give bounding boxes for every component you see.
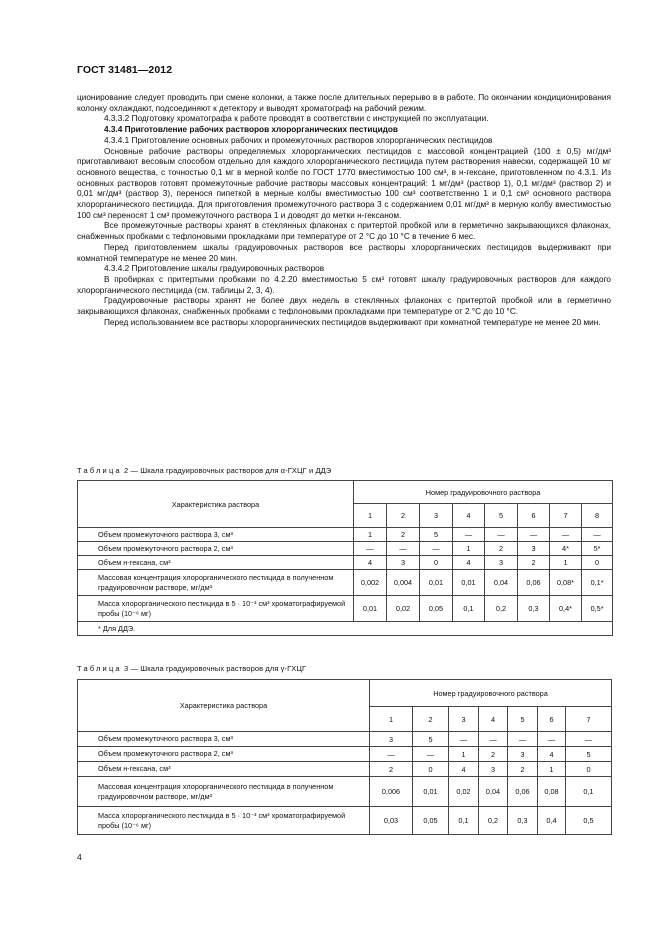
table-cell: 1	[550, 556, 582, 570]
column-number: 6	[518, 504, 550, 528]
table-cell: 0	[413, 762, 449, 777]
row-label: Объем промежуточного раствора 3, см³	[78, 528, 354, 542]
table-cell: 3	[518, 542, 550, 556]
table-cell: 5	[566, 747, 612, 762]
paragraph: Все промежуточные растворы хранят в стеклянных флаконах с притертой пробкой или в герметично закрывающихся флаконах, снабженных пробками с тефлоновыми прокладками при температуре от 2 °С до 10 °С в течение 6 мес.	[77, 221, 611, 242]
table-cell: 2	[518, 556, 550, 570]
column-number: 7	[566, 707, 612, 732]
table-cell: 0,01	[413, 777, 449, 807]
row-label: Масса хлорорганического пестицида в 5 · 10⁻³ см³ хроматографируемой пробы (10⁻⁶ мг)	[78, 807, 370, 835]
table-row	[78, 556, 613, 570]
table-cell: —	[479, 732, 508, 747]
table-caption-word: Таблица	[77, 466, 122, 475]
table-cell: 0,05	[420, 596, 453, 622]
section-heading: 4.3.4 Приготовление рабочих растворов хлорорганических пестицидов	[104, 125, 398, 135]
table-cell: —	[508, 732, 538, 747]
table-cell: —	[518, 528, 550, 542]
table-cell: 0,01	[453, 570, 485, 596]
row-label: Объем промежуточного раствора 3, см³	[78, 732, 370, 747]
table-cell: 1	[354, 528, 387, 542]
table-cell: —	[582, 528, 613, 542]
table-header-row	[78, 680, 612, 707]
table-row	[78, 542, 613, 556]
table-cell: 0,2	[485, 596, 518, 622]
table-cell: 5	[413, 732, 449, 747]
table-cell: 0,01	[354, 596, 387, 622]
table-row	[78, 807, 612, 835]
table-cell: 3	[479, 762, 508, 777]
table-cell: 0,002	[354, 570, 387, 596]
table-cell: —	[413, 747, 449, 762]
table-cell: 2	[387, 528, 420, 542]
table-3	[77, 679, 612, 835]
table-cell: 1	[453, 542, 485, 556]
table-cell: —	[566, 732, 612, 747]
table-caption-word: Таблица	[77, 664, 122, 673]
table-footnote: * Для ДДЭ.	[78, 622, 613, 636]
row-label: Объем промежуточного раствора 2, см³	[78, 542, 354, 556]
table-cell: 2	[479, 747, 508, 762]
document-header: ГОСТ 31481—2012	[77, 64, 173, 76]
row-label: Объем н-гексана, см³	[78, 556, 354, 570]
table-cell: 0,02	[387, 596, 420, 622]
column-number: 1	[354, 504, 387, 528]
table-cell: —	[485, 528, 518, 542]
table-cell: 0,3	[518, 596, 550, 622]
column-number: 2	[413, 707, 449, 732]
column-number: 2	[387, 504, 420, 528]
table-cell: —	[387, 542, 420, 556]
table-cell: 2	[485, 542, 518, 556]
table-cell: 0,1	[449, 807, 479, 835]
table-cell: 2	[370, 762, 413, 777]
table-cell: 0,5	[566, 807, 612, 835]
table-cell: 2	[508, 762, 538, 777]
table-cell: 4	[453, 556, 485, 570]
table-cell: 0,1*	[582, 570, 613, 596]
table-footnote-row	[78, 622, 613, 636]
table-cell: 0,06	[508, 777, 538, 807]
paragraph: Перед использованием все растворы хлорорганических пестицидов выдерживают при комнатной температуре не менее 20 мин.	[104, 317, 601, 327]
table-cell: —	[538, 732, 566, 747]
table-cell: —	[354, 542, 387, 556]
table-cell: 0,03	[370, 807, 413, 835]
table-cell: 0,02	[449, 777, 479, 807]
table-cell: 3	[387, 556, 420, 570]
table-cell: 3	[370, 732, 413, 747]
table-cell: 0,08	[538, 777, 566, 807]
table-cell: 0,04	[479, 777, 508, 807]
document-body	[77, 93, 611, 328]
table-header-row	[78, 481, 613, 504]
table-cell: 0,4	[538, 807, 566, 835]
table-row	[78, 596, 613, 622]
column-number: 1	[370, 707, 413, 732]
column-header-solution-number: Номер градуировочного раствора	[370, 680, 612, 707]
table-cell: 0,06	[518, 570, 550, 596]
table-cell: 3	[508, 747, 538, 762]
table-row	[78, 570, 613, 596]
table-row	[78, 762, 612, 777]
column-header-characteristic: Характеристика раствора	[78, 481, 354, 528]
paragraph: Градуировочные растворы хранят не более двух недель в стеклянных флаконах с притертой пробкой или в герметично закрывающихся флаконах, снабженных пробками с тефлоновыми прокладками при температуре от 2 °С до 10 °С.	[77, 296, 611, 317]
table-cell: 0,08*	[550, 570, 582, 596]
table-cell: 0	[566, 762, 612, 777]
table-cell: 4	[538, 747, 566, 762]
table-row	[78, 777, 612, 807]
table-cell: 4	[354, 556, 387, 570]
table-cell: 0,04	[485, 570, 518, 596]
paragraph: В пробирках с притертыми пробками по 4.2.20 вместимостью 5 см³ готовят шкалу градуировочных растворов для каждого хлорорганического пестицида (см. таблицы 2, 3, 4).	[77, 274, 611, 295]
table-cell: 1	[449, 747, 479, 762]
column-number: 4	[479, 707, 508, 732]
table-cell: —	[370, 747, 413, 762]
table-cell: 0,01	[420, 570, 453, 596]
row-label: Массовая концентрация хлорорганического пестицида в полученном градуировочном растворе, мг/дм³	[78, 570, 354, 596]
row-label: Массовая концентрация хлорорганического пестицида в полученном градуировочном растворе, мг/дм³	[78, 777, 370, 807]
table-caption-text: 3 — Шкала градуировочных растворов для γ-ГХЦГ	[124, 664, 307, 673]
column-header-characteristic: Характеристика раствора	[78, 680, 370, 732]
column-number: 8	[582, 504, 613, 528]
table-cell: 0	[420, 556, 453, 570]
table-cell: 0,3	[508, 807, 538, 835]
paragraph: ционирование следует проводить при смене колонки, а также после длительных перерыво в в работе. По окончании кондиционирования колонку охлаждают, подсоединяют к детектору и выводят хроматограф на рабочий режим.	[77, 93, 611, 113]
column-number: 3	[449, 707, 479, 732]
table-cell: 0,1	[453, 596, 485, 622]
column-header-solution-number: Номер градуировочного раствора	[354, 481, 613, 504]
table-cell: 3	[485, 556, 518, 570]
table-cell: 5	[420, 528, 453, 542]
column-number: 5	[485, 504, 518, 528]
table-row	[78, 732, 612, 747]
table-cell: 0,05	[413, 807, 449, 835]
table-cell: 0,5*	[582, 596, 613, 622]
row-label: Объем промежуточного раствора 2, см³	[78, 747, 370, 762]
table-row	[78, 528, 613, 542]
paragraph: Основные рабочие растворы определяемых хлорорганических пестицидов с массовой концентрацией (100 ± 0,5) мг/дм³ приготавливают весовым способом отдельно для каждого хлорорганического пестицида путем растворения навески, содержащей 10 мг основного вещества, с точностью 0,1 мг в мерной колбе по ГОСТ 1770 вместимостью 100 см³, в н-гексане, приготовленном по 4.3.1. Из основных растворов готовят промежуточные рабочие растворы массовых концентраций: 1 мг/дм³ (раствор 1), 0,1 мг/дм³ (раствор 2) и 0,01 мг/дм³ (раствор 3), перенося пипеткой в мерные колбы вместимостью 100 см³ соответственно 1 и 0,1 см³ основного раствора хлорорганического пестицида. Для приготовления промежуточного раствора 3 с содержанием 0,01 мг/дм³ в мерную колбу вместимостью 100 см³ переносят 1 см³ промежуточного раствора 1 и доводят до метки н-гексаном.	[77, 146, 611, 220]
table-cell: 0,2	[479, 807, 508, 835]
table-2	[77, 480, 613, 636]
table-cell: —	[453, 528, 485, 542]
column-number: 5	[508, 707, 538, 732]
subsection-heading: 4.3.4.1 Приготовление основных рабочих и промежуточных растворов хлорорганических пестицидов	[104, 135, 493, 145]
table-cell: 0	[582, 556, 613, 570]
column-number: 4	[453, 504, 485, 528]
table-cell: 4*	[550, 542, 582, 556]
page-number: 4	[77, 852, 82, 862]
row-label: Масса хлорорганического пестицида в 5 · 10⁻³ см³ хроматографируемой пробы (10⁻⁶ мг)	[78, 596, 354, 622]
subsection-heading: 4.3.4.2 Приготовление шкалы градуировочных растворов	[104, 264, 325, 274]
paragraph: 4.3.3.2 Подготовку хроматографа к работе проводят в соответствии с инструкцией по эксплуатации.	[104, 114, 489, 124]
table-3-caption	[77, 664, 306, 673]
table-cell: 0,1	[566, 777, 612, 807]
column-number: 3	[420, 504, 453, 528]
table-cell: —	[420, 542, 453, 556]
column-number: 6	[538, 707, 566, 732]
row-label: Объем н-гексана, см³	[78, 762, 370, 777]
table-cell: —	[550, 528, 582, 542]
paragraph: Перед приготовлением шкалы градуировочных растворов все растворы хлорорганических пестицидов выдерживают при комнатной температуре не менее 20 мин.	[77, 242, 611, 263]
table-cell: —	[449, 732, 479, 747]
table-cell: 5*	[582, 542, 613, 556]
table-cell: 1	[538, 762, 566, 777]
table-caption-text: 2 — Шкала градуировочных растворов для α-ГХЦГ и ДДЭ	[124, 466, 332, 475]
table-row	[78, 747, 612, 762]
table-cell: 4	[449, 762, 479, 777]
table-2-caption	[77, 466, 331, 475]
table-cell: 0,006	[370, 777, 413, 807]
table-cell: 0,004	[387, 570, 420, 596]
table-cell: 0,4*	[550, 596, 582, 622]
column-number: 7	[550, 504, 582, 528]
